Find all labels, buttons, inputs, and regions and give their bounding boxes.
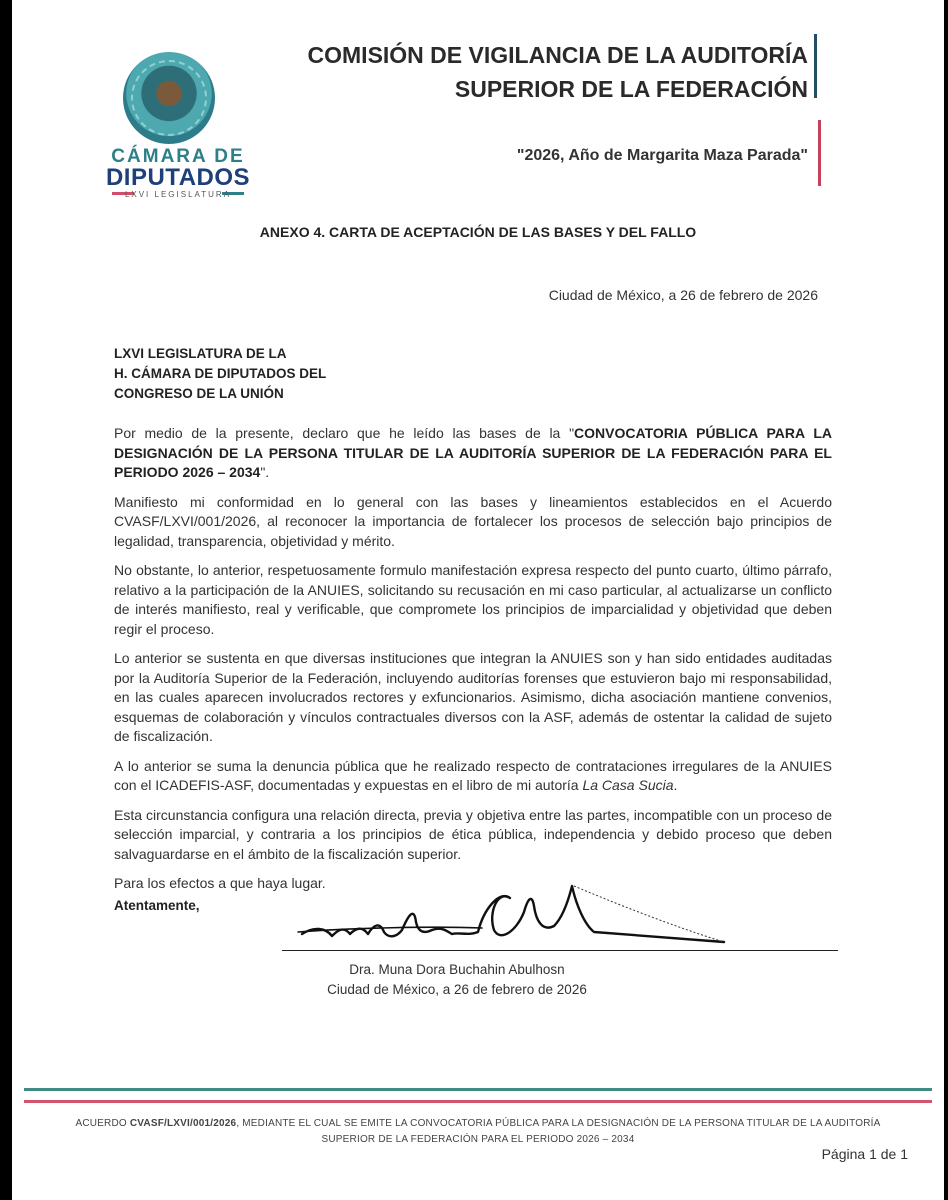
paragraph-4: Lo anterior se sustenta en que diversas instituciones que integran la ANUIES son y han sido entidades auditadas por la Auditoría Superior de la Federación, incluyendo auditorías forenses que estuvieron bajo mi responsabilidad, en las cuales aparecen involucrados rectores y exfuncionarios. Asimismo, dicha asociación mantiene convenios, esquemas de colaboración y vínculos contractuales diversos con la ASF, además de ostentar la calidad de sujeto de fiscalización. [114,650,832,744]
addressee-line: CONGRESO DE LA UNIÓN [114,386,284,401]
closing-salutation: Atentamente, [114,898,200,913]
convocatoria-title: CONVOCATORIA PÚBLICA PARA LA DESIGNACIÓN DE LA PERSONA TITULAR DE LA AUDITORÍA SUPERIOR DE LA FEDERACIÓN PARA EL PERIODO 2026 – 2034 [114,425,832,480]
logo-text-camara: CÁMARA DE [111,146,245,167]
signature-line [282,950,838,951]
book-title: La Casa Sucia [582,777,674,793]
footer-green-rule [24,1088,932,1091]
date-line: Ciudad de México, a 26 de febrero de 2026 [548,287,818,303]
commission-title [308,38,808,106]
page-number: Página 1 de 1 [821,1146,908,1162]
annex-title: ANEXO 4. CARTA DE ACEPTACIÓN DE LAS BASES Y DEL FALLO [259,224,697,240]
paragraph-6: Esta circunstancia configura una relación directa, previa y objetiva entre las partes, incompatible con un proceso de selección imparcial, y contraria a los principios de ética pública, independencia y debido proceso que deben salvaguardarse en el ámbito de la fiscalización superior. [114,806,832,862]
paragraph-7: Para los efectos a que haya lugar. [114,875,326,891]
logo-text-diputados: DIPUTADOS [105,164,251,191]
paragraph-5: A lo anterior se suma la denuncia pública que he realizado respecto de contrataciones irregulares de la ANUIES con el ICADEFIS-ASF, documentadas y expuestas en el libro de mi autoría La Casa Sucia. [114,757,832,793]
year-motto: "2026, Año de Margarita Maza Parada" [516,147,808,164]
paragraph-2: Manifiesto mi conformidad en lo general con las bases y lineamientos establecidos en el Acuerdo CVASF/LXVI/001/2026, al reconocer la importancia de fortalecer los procesos de selección bajo principios de legalidad, transparencia, objetividad y mérito. [114,493,832,549]
addressee-line: LXVI LEGISLATURA DE LA [114,346,287,361]
camara-logo [98,42,268,202]
letter-body [114,424,832,904]
coat-of-arms-emblem [123,52,215,144]
addressee-line: H. CÁMARA DE DIPUTADOS DEL [114,366,327,381]
document-page [12,0,944,1200]
paragraph-1: Por medio de la presente, declaro que he leído las bases de la "CONVOCATORIA PÚBLICA PARA LA DESIGNACIÓN DE LA PERSONA TITULAR DE LA AUDITORÍA SUPERIOR DE LA FEDERACIÓN PARA EL PERIODO 2026 – 2034". [114,425,832,480]
handwritten-signature [292,872,732,952]
paragraph-3: No obstante, lo anterior, respetuosamente formulo manifestación expresa respecto del punto cuarto, último párrafo, relativo a la participación de la ANUIES, solicitando su recusación en mi caso particular, al actualizarse un conflicto de interés manifiesto, real y verificable, que compromete los principios de imparcialidad y objetividad que deben regir el proceso. [114,562,832,637]
logo-text-legislatura: LXVI LEGISLATURA [124,190,232,199]
signer-date: Ciudad de México, a 26 de febrero de 2026 [327,982,587,997]
footer-red-rule [24,1100,932,1103]
commission-title-line1: COMISIÓN DE VIGILANCIA DE LA AUDITORÍA [307,42,808,68]
signer-block [12,960,902,1000]
footer-agreement-text: ACUERDO CVASF/LXVI/001/2026, MEDIANTE EL CUAL SE EMITE LA CONVOCATORIA PÚBLICA PARA LA DESIGNACIÓN DE LA PERSONA TITULAR DE LA AUDITORÍA SUPERIOR DE LA FEDERACIÓN PARA EL PERIODO 2026 – 2034 [75,1118,881,1145]
signer-name: Dra. Muna Dora Buchahin Abulhosn [349,962,565,977]
header-navy-bar [814,34,817,98]
header-pink-bar [818,120,821,186]
addressee [114,344,326,404]
agreement-code: CVASF/LXVI/001/2026 [129,1118,237,1129]
commission-title-line2: SUPERIOR DE LA FEDERACIÓN [454,76,808,102]
